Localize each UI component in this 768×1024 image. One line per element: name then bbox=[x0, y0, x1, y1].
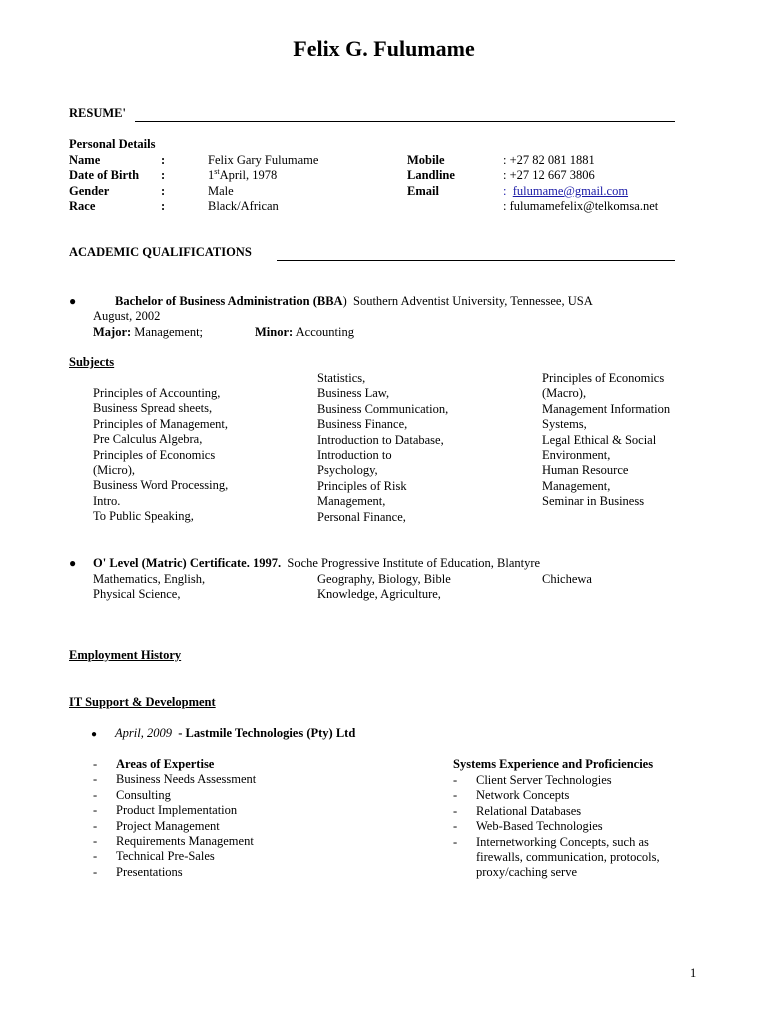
bba-major-line bbox=[93, 325, 203, 340]
subject-item: Principles of Economics bbox=[93, 447, 216, 462]
subject-item: Psychology, bbox=[317, 463, 378, 478]
bba-minor-line bbox=[255, 325, 354, 340]
dash: - bbox=[93, 803, 98, 818]
subject-item: Introduction to bbox=[317, 447, 392, 462]
dob-label: Date of Birth bbox=[69, 168, 140, 183]
minor-value: Accounting bbox=[295, 325, 354, 339]
race-value: Black/African bbox=[208, 199, 279, 214]
dash: - bbox=[453, 788, 458, 803]
separator: : bbox=[161, 153, 166, 167]
area-item: Product Implementation bbox=[116, 803, 238, 818]
bba-title: Bachelor of Business Administration (BBA bbox=[115, 294, 343, 308]
subjects-col-3 bbox=[542, 371, 670, 510]
bullet-icon: ● bbox=[69, 294, 77, 308]
dob-rest: April, 1978 bbox=[219, 168, 278, 183]
subject-item: Management Information bbox=[542, 401, 671, 416]
subject-item: Management, bbox=[317, 494, 386, 509]
subject-item: Human Resource bbox=[542, 463, 629, 478]
dash: - bbox=[93, 772, 98, 787]
area-item: Presentations bbox=[116, 864, 183, 879]
area-item: Business Needs Assessment bbox=[116, 772, 257, 787]
alt-email-value: : fulumamefelix@telkomsa.net bbox=[503, 199, 659, 214]
subject-item: Business Finance, bbox=[317, 417, 408, 432]
subject-item: Systems, bbox=[542, 417, 587, 432]
subject-item: Environment, bbox=[542, 447, 611, 462]
subject-item: Intro. bbox=[93, 493, 121, 508]
olevel-subject: Knowledge, Agriculture, bbox=[317, 587, 441, 602]
subject-item: Statistics, bbox=[317, 371, 366, 385]
subject-item: Principles of Economics bbox=[542, 371, 665, 385]
academic-heading: ACADEMIC QUALIFICATIONS bbox=[69, 245, 252, 259]
system-item: Network Concepts bbox=[476, 788, 570, 803]
systems-list bbox=[476, 773, 660, 881]
name-label: Name bbox=[69, 153, 101, 167]
subjects-heading: Subjects bbox=[69, 355, 115, 369]
olevel-line bbox=[93, 556, 540, 571]
olevel-subject: Geography, Biology, Bible bbox=[317, 572, 451, 586]
olevel-col-1 bbox=[93, 572, 205, 603]
email-link[interactable]: fulumame@gmail.com bbox=[512, 183, 629, 198]
subject-item: Principles of Management, bbox=[93, 416, 229, 431]
page-title: Felix G. Fulumame bbox=[293, 36, 475, 61]
olevel-col-2 bbox=[317, 572, 451, 603]
subject-item: Principles of Accounting, bbox=[93, 386, 221, 400]
subject-item: (Macro), bbox=[542, 386, 587, 401]
system-item: Relational Databases bbox=[476, 803, 582, 818]
area-item: Requirements Management bbox=[116, 833, 254, 848]
olevel-subject: Chichewa bbox=[542, 572, 592, 586]
dash: - bbox=[93, 787, 98, 802]
personal-labels bbox=[69, 153, 139, 215]
olevel-subject: Mathematics, English, bbox=[93, 572, 206, 586]
dash: - bbox=[93, 818, 98, 833]
subject-item: To Public Speaking, bbox=[93, 509, 194, 524]
email-value bbox=[503, 184, 658, 199]
separator: : bbox=[161, 168, 166, 183]
email-label: Email bbox=[407, 183, 439, 198]
separator: : bbox=[161, 199, 166, 214]
dob-day: 1 bbox=[208, 168, 215, 183]
systems-dashes bbox=[453, 773, 457, 850]
system-item: Internetworking Concepts, such as bbox=[476, 834, 649, 849]
system-item-cont: firewalls, communication, protocols, bbox=[476, 849, 660, 864]
olevel-col-3 bbox=[542, 572, 592, 587]
area-item: Project Management bbox=[116, 818, 220, 833]
it-support-heading: IT Support & Development bbox=[69, 695, 216, 709]
olevel-title: O' Level (Matric) Certificate. 1997. bbox=[93, 556, 282, 570]
blank-label bbox=[407, 199, 455, 214]
academic-rule bbox=[277, 260, 675, 261]
bba-date: August, 2002 bbox=[93, 309, 161, 323]
personal-separators bbox=[161, 153, 165, 215]
areas-heading: Areas of Expertise bbox=[116, 757, 215, 771]
mobile-value: : +27 82 081 1881 bbox=[503, 153, 595, 167]
separator: : bbox=[161, 183, 166, 198]
landline-label: Landline bbox=[407, 168, 455, 183]
bullet-icon: ● bbox=[91, 729, 98, 740]
dob-ordinal: st bbox=[214, 167, 220, 177]
page-number: 1 bbox=[690, 966, 697, 980]
personal-details-heading: Personal Details bbox=[69, 137, 156, 151]
subjects-col-2 bbox=[317, 371, 448, 525]
bba-line bbox=[115, 294, 593, 309]
race-label: Race bbox=[69, 199, 96, 214]
resume-heading: RESUME' bbox=[69, 106, 126, 120]
dash: - bbox=[453, 834, 458, 849]
subject-item: Management, bbox=[542, 478, 611, 493]
dash: - bbox=[453, 773, 458, 787]
dash: - bbox=[93, 757, 98, 771]
job-company: Lastmile Technologies (Pty) Ltd bbox=[185, 726, 356, 740]
olevel-subject: Physical Science, bbox=[93, 587, 181, 602]
major-value: Management; bbox=[134, 325, 204, 339]
system-item: Web-Based Technologies bbox=[476, 819, 603, 834]
subject-item: Personal Finance, bbox=[317, 509, 406, 524]
bba-school: Southern Adventist University, Tennessee, USA bbox=[353, 294, 593, 308]
personal-values bbox=[208, 153, 318, 215]
subject-item: Seminar in Business bbox=[542, 494, 645, 509]
dash: - bbox=[453, 803, 458, 818]
bullet-icon: ● bbox=[69, 556, 77, 570]
subject-item: Pre Calculus Algebra, bbox=[93, 432, 203, 447]
contact-values bbox=[503, 153, 658, 215]
minor-label: Minor: bbox=[255, 325, 294, 339]
email-prefix: : bbox=[503, 183, 507, 198]
gender-label: Gender bbox=[69, 183, 110, 198]
system-item-cont: proxy/caching serve bbox=[476, 865, 578, 880]
area-item: Consulting bbox=[116, 787, 171, 802]
olevel-school: Soche Progressive Institute of Education, Blantyre bbox=[287, 556, 541, 570]
major-label: Major: bbox=[93, 325, 132, 339]
resume-rule bbox=[135, 121, 675, 122]
bba-paren: ) bbox=[342, 294, 347, 308]
dash: - bbox=[93, 833, 98, 848]
mobile-label: Mobile bbox=[407, 153, 445, 167]
job-line bbox=[115, 726, 355, 741]
name-value: Felix Gary Fulumame bbox=[208, 153, 319, 167]
systems-heading: Systems Experience and Proficiencies bbox=[453, 757, 654, 771]
subjects-col-1 bbox=[93, 386, 228, 525]
dob-value bbox=[208, 168, 318, 183]
subject-item: Introduction to Database, bbox=[317, 432, 444, 447]
areas-dashes bbox=[93, 757, 97, 880]
dash: - bbox=[93, 864, 98, 879]
subject-item: Business Word Processing, bbox=[93, 478, 229, 493]
area-item: Technical Pre-Sales bbox=[116, 849, 215, 864]
employment-heading: Employment History bbox=[69, 648, 182, 662]
job-sep: - bbox=[178, 726, 183, 740]
subject-item: Business Law, bbox=[317, 386, 390, 401]
subject-item: Business Communication, bbox=[317, 401, 449, 416]
contact-labels bbox=[407, 153, 455, 215]
dash: - bbox=[93, 849, 98, 864]
dash: - bbox=[453, 819, 458, 834]
system-item: Client Server Technologies bbox=[476, 773, 612, 787]
subject-item: Principles of Risk bbox=[317, 478, 407, 493]
subject-item: (Micro), bbox=[93, 462, 135, 477]
areas-list bbox=[116, 757, 256, 880]
subject-item: Legal Ethical & Social bbox=[542, 432, 657, 447]
landline-value: : +27 12 667 3806 bbox=[503, 168, 595, 183]
gender-value: Male bbox=[208, 183, 234, 198]
job-date: April, 2009 bbox=[115, 726, 172, 740]
subject-item: Business Spread sheets, bbox=[93, 401, 213, 416]
